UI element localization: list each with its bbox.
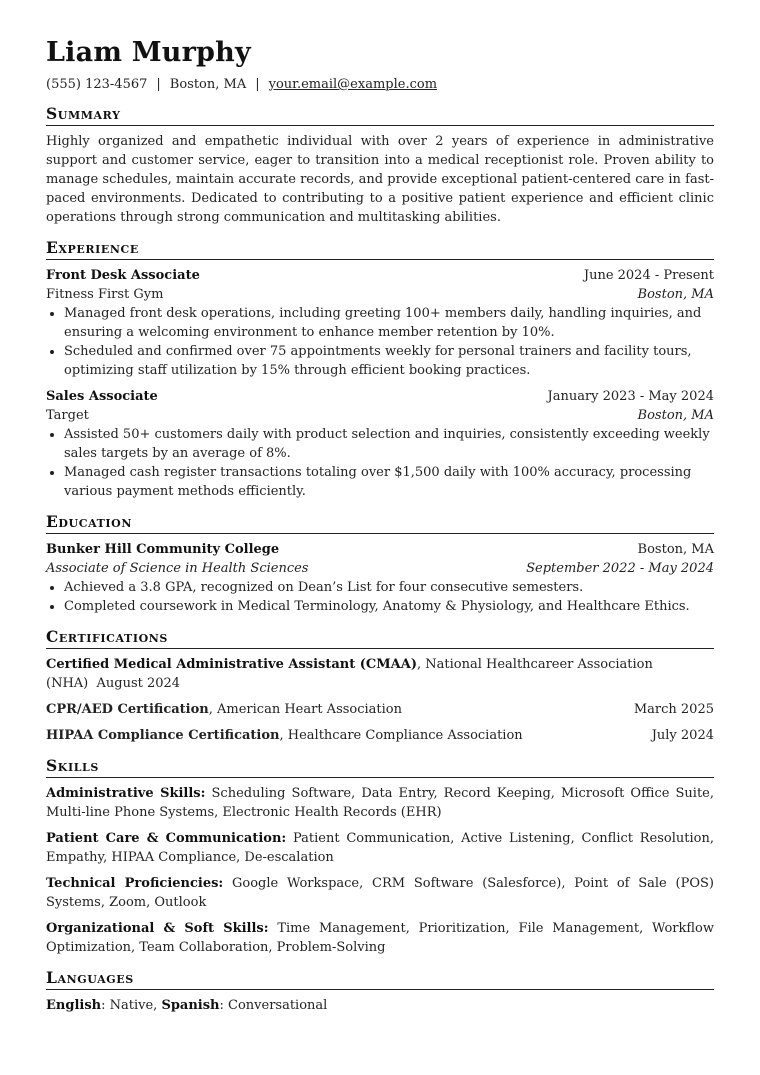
- skill-value: Time Management, Prioritization, File Management, Workflow Optimization, Team Collaboration, Problem-Solving: [46, 921, 715, 955]
- skill-item: [46, 829, 714, 867]
- contact-separator: |: [156, 77, 161, 92]
- job-header-row: [46, 387, 714, 406]
- job-company-row: [46, 406, 714, 425]
- section-title-skills: Skills: [46, 757, 714, 778]
- certification-date: August 2024: [96, 676, 181, 691]
- email-link[interactable]: your.email@example.com: [268, 77, 438, 92]
- job-bullets: [46, 304, 714, 380]
- language-name: Spanish: [161, 998, 220, 1013]
- education-entry: [46, 540, 714, 616]
- skill-item: [46, 919, 714, 957]
- section-title-summary: Summary: [46, 105, 714, 126]
- job-dates: January 2023 - May 2024: [547, 389, 714, 404]
- job-role: Front Desk Associate: [46, 268, 200, 283]
- skill-value: Scheduling Software, Data Entry, Record Keeping, Microsoft Office Suite, Multi-line Phone Systems, Electronic Health Records (EHR): [46, 786, 714, 820]
- certification-name: HIPAA Compliance Certification: [46, 728, 280, 743]
- job-dates: June 2024 - Present: [583, 268, 714, 283]
- language-name: English: [46, 998, 102, 1013]
- skill-label: Patient Care & Communication:: [46, 831, 287, 846]
- certification-item: [46, 700, 714, 719]
- skills-list: [46, 784, 714, 957]
- job-bullet: • Scheduled and confirmed over 75 appointments weekly for personal trainers and facility tours, optimizing staff utilization by 15% through efficient booking practices.: [64, 342, 714, 380]
- skill-label: Administrative Skills:: [46, 786, 206, 801]
- job-location: Boston, MA: [637, 287, 714, 302]
- certification-item: [46, 655, 714, 693]
- section-title-education: Education: [46, 513, 714, 534]
- school-location: Boston, MA: [637, 542, 714, 557]
- job-bullet: • Managed front desk operations, including greeting 100+ members daily, handling inquiries, and ensuring a welcoming environment to enhance member retention by 10%.: [64, 304, 714, 342]
- phone-number: (555) 123-4567: [46, 77, 148, 92]
- contact-line: [46, 76, 714, 93]
- job-company-row: [46, 285, 714, 304]
- certification-date: March 2025: [633, 702, 714, 717]
- job-company: Fitness First Gym: [46, 287, 164, 302]
- section-title-experience: Experience: [46, 239, 714, 260]
- skill-label: Technical Proficiencies:: [46, 876, 224, 891]
- candidate-name: Liam Murphy: [46, 37, 251, 68]
- job-role: Sales Associate: [46, 389, 158, 404]
- education-bullet: • Completed coursework in Medical Terminology, Anatomy & Physiology, and Healthcare Ethics.: [64, 597, 714, 616]
- location: Boston, MA: [169, 77, 247, 92]
- skill-label: Organizational & Soft Skills:: [46, 921, 269, 936]
- language-level: : Conversational: [219, 998, 328, 1013]
- section-title-certifications: Certifications: [46, 628, 714, 649]
- certification-issuer: , Healthcare Compliance Association: [279, 728, 523, 743]
- certification-issuer: , American Heart Association: [208, 702, 403, 717]
- degree-dates: September 2022 - May 2024: [526, 561, 714, 576]
- section-title-languages: Languages: [46, 969, 714, 990]
- job-location: Boston, MA: [637, 408, 714, 423]
- certification-item: [46, 726, 714, 745]
- school-row: [46, 540, 714, 559]
- education-bullet: • Achieved a 3.8 GPA, recognized on Dean’s List for four consecutive semesters.: [64, 578, 714, 597]
- certification-name: Certified Medical Administrative Assistant (CMAA): [46, 657, 417, 672]
- degree-name: Associate of Science in Health Sciences: [46, 561, 309, 576]
- certification-issuer: , National Healthcareer Association (NHA): [46, 657, 653, 691]
- education-bullets: [46, 578, 714, 616]
- certification-name: CPR/AED Certification: [46, 702, 209, 717]
- certification-date: July 2024: [651, 728, 714, 743]
- skill-value: Google Workspace, CRM Software (Salesforce), Point of Sale (POS) Systems, Zoom, Outlook: [46, 876, 714, 910]
- language-level: : Native,: [101, 998, 162, 1013]
- skill-item: [46, 784, 714, 822]
- job-bullet: • Assisted 50+ customers daily with product selection and inquiries, consistently exceeding weekly sales targets by an average of 8%.: [64, 425, 714, 463]
- skill-item: [46, 874, 714, 912]
- experience-entry: [46, 266, 714, 380]
- languages-line: [46, 996, 714, 1015]
- experience-entry: [46, 387, 714, 501]
- school-name: Bunker Hill Community College: [46, 542, 280, 557]
- job-header-row: [46, 266, 714, 285]
- degree-row: [46, 559, 714, 578]
- job-company: Target: [46, 408, 89, 423]
- job-bullets: [46, 425, 714, 501]
- summary-text: Highly organized and empathetic individual with over 2 years of experience in administrative support and customer service, eager to transition into a medical receptionist role. Proven ability to manage schedules, maintain accurate records, and provide exceptional patient-centered care in fast-paced environments. Dedicated to contributing to a positive patient experience and efficient clinic operations through strong communication and multitasking abilities.: [46, 134, 714, 225]
- skill-value: Patient Communication, Active Listening, Conflict Resolution, Empathy, HIPAA Compliance, De-escalation: [46, 831, 714, 865]
- job-bullet: • Managed cash register transactions totaling over $1,500 daily with 100% accuracy, processing various payment methods efficiently.: [64, 463, 714, 501]
- contact-separator: |: [255, 77, 260, 92]
